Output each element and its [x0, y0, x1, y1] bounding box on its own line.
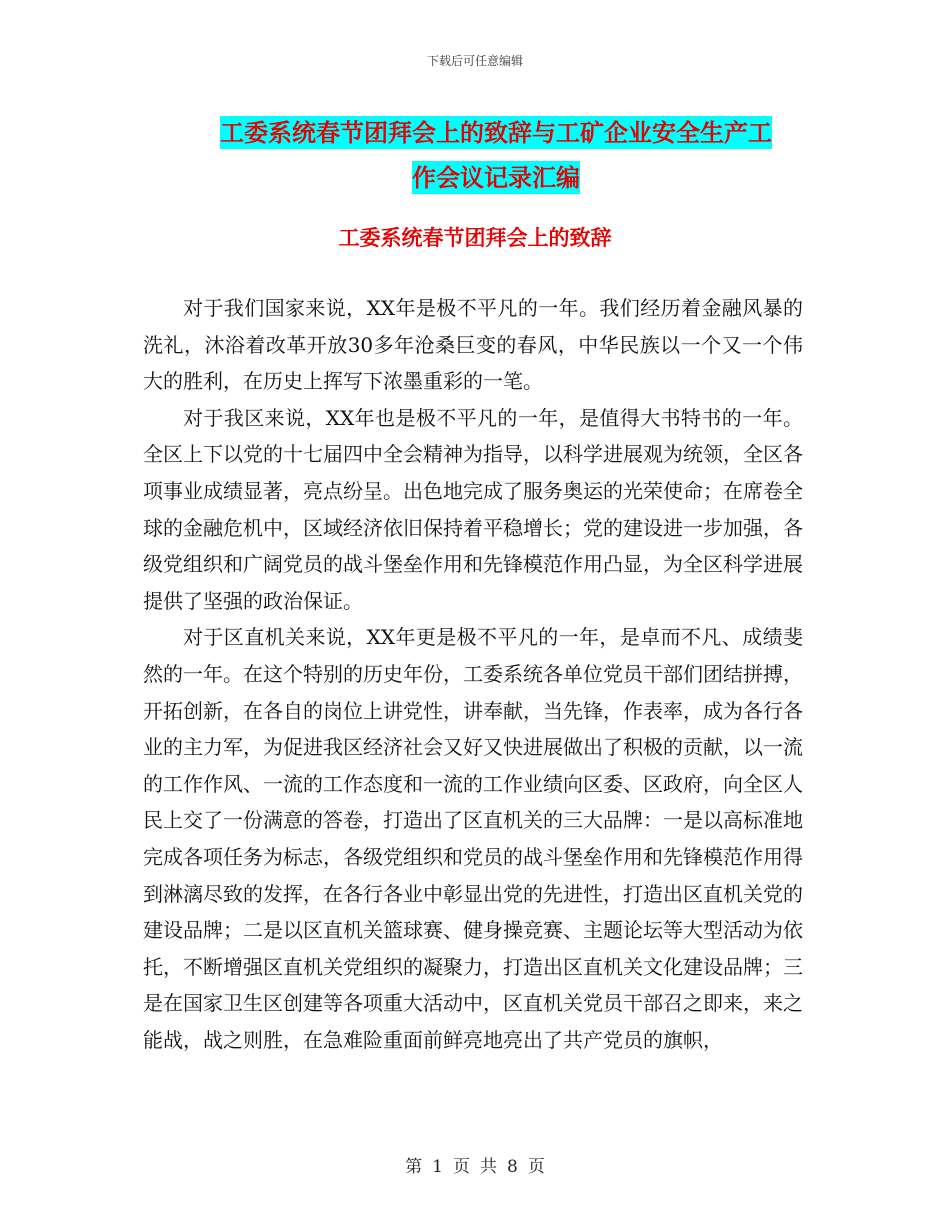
title-line-1: 工委系统春节团拜会上的致辞与工矿企业安全生产工 [220, 118, 772, 147]
footer-page-word: 页 [453, 1157, 470, 1177]
footer-suffix: 页 [527, 1157, 545, 1177]
total-page-number: 8 [507, 1157, 518, 1177]
paragraph: 对于区直机关来说，XX年更是极不平凡的一年，是卓而不凡、成绩斐然的一年。在这个特别的历史年份，工委系统各单位党员干部们团结拼搏，开拓创新，在各自的岗位上讲党性，讲奉献，当先锋，作表率，成为各行各业的主力军，为促进我区经济社会又好又快进展做出了积极的贡献，以一流的工作作风、一流的工作态度和一流的工作业绩向区委、区政府，向全区人民上交了一份满意的答卷，打造出了区直机关的三大品牌：一是以高标准地完成各项任务为标志，各级党组织和党员的战斗堡垒作用和先锋模范作用得到淋漓尽致的发挥，在各行各业中彰显出党的先进性，打造出区直机关党的建设品牌；二是以区直机关篮球赛、健身操竞赛、主题论坛等大型活动为依托，不断增强区直机关党组织的凝聚力，打造出区直机关文化建设品牌；三是在国家卫生区创建等各项重大活动中，区直机关党员干部召之即来，来之能战，战之则胜，在急难险重面前鲜亮地亮出了共产党员的旗帜， [143, 625, 803, 1052]
paragraph: 对于我们国家来说，XX年是极不平凡的一年。我们经历着金融风暴的洗礼，沐浴着改革开放30多年沧桑巨变的春风，中华民族以一个又一个伟大的胜利，在历史上挥写下浓墨重彩的一笔。 [143, 296, 803, 394]
title-line-2: 作会议记录汇编 [412, 163, 580, 192]
paragraph: 对于我区来说，XX年也是极不平凡的一年，是值得大书特书的一年。全区上下以党的十七届四中全会精神为指导，以科学进展观为统领，全区各项事业成绩显著，亮点纷呈。出色地完成了服务奥运的光荣使命；在席卷全球的金融危机中，区域经济依旧保持着平稳增长；党的建设进一步加强，各级党组织和广阔党员的战斗堡垒作用和先锋模范作用凸显，为全区科学进展提供了坚强的政治保证。 [143, 405, 803, 613]
body-text [143, 290, 803, 1058]
page-footer [0, 1152, 950, 1177]
footer-total-word: 共 [480, 1157, 497, 1177]
footer-prefix: 第 [405, 1157, 423, 1177]
section-title: 工委系统春节团拜会上的致辞 [338, 225, 612, 250]
current-page-number: 1 [432, 1157, 443, 1177]
document-title [186, 110, 806, 200]
header-note: 下载后可任意编辑 [426, 54, 523, 68]
